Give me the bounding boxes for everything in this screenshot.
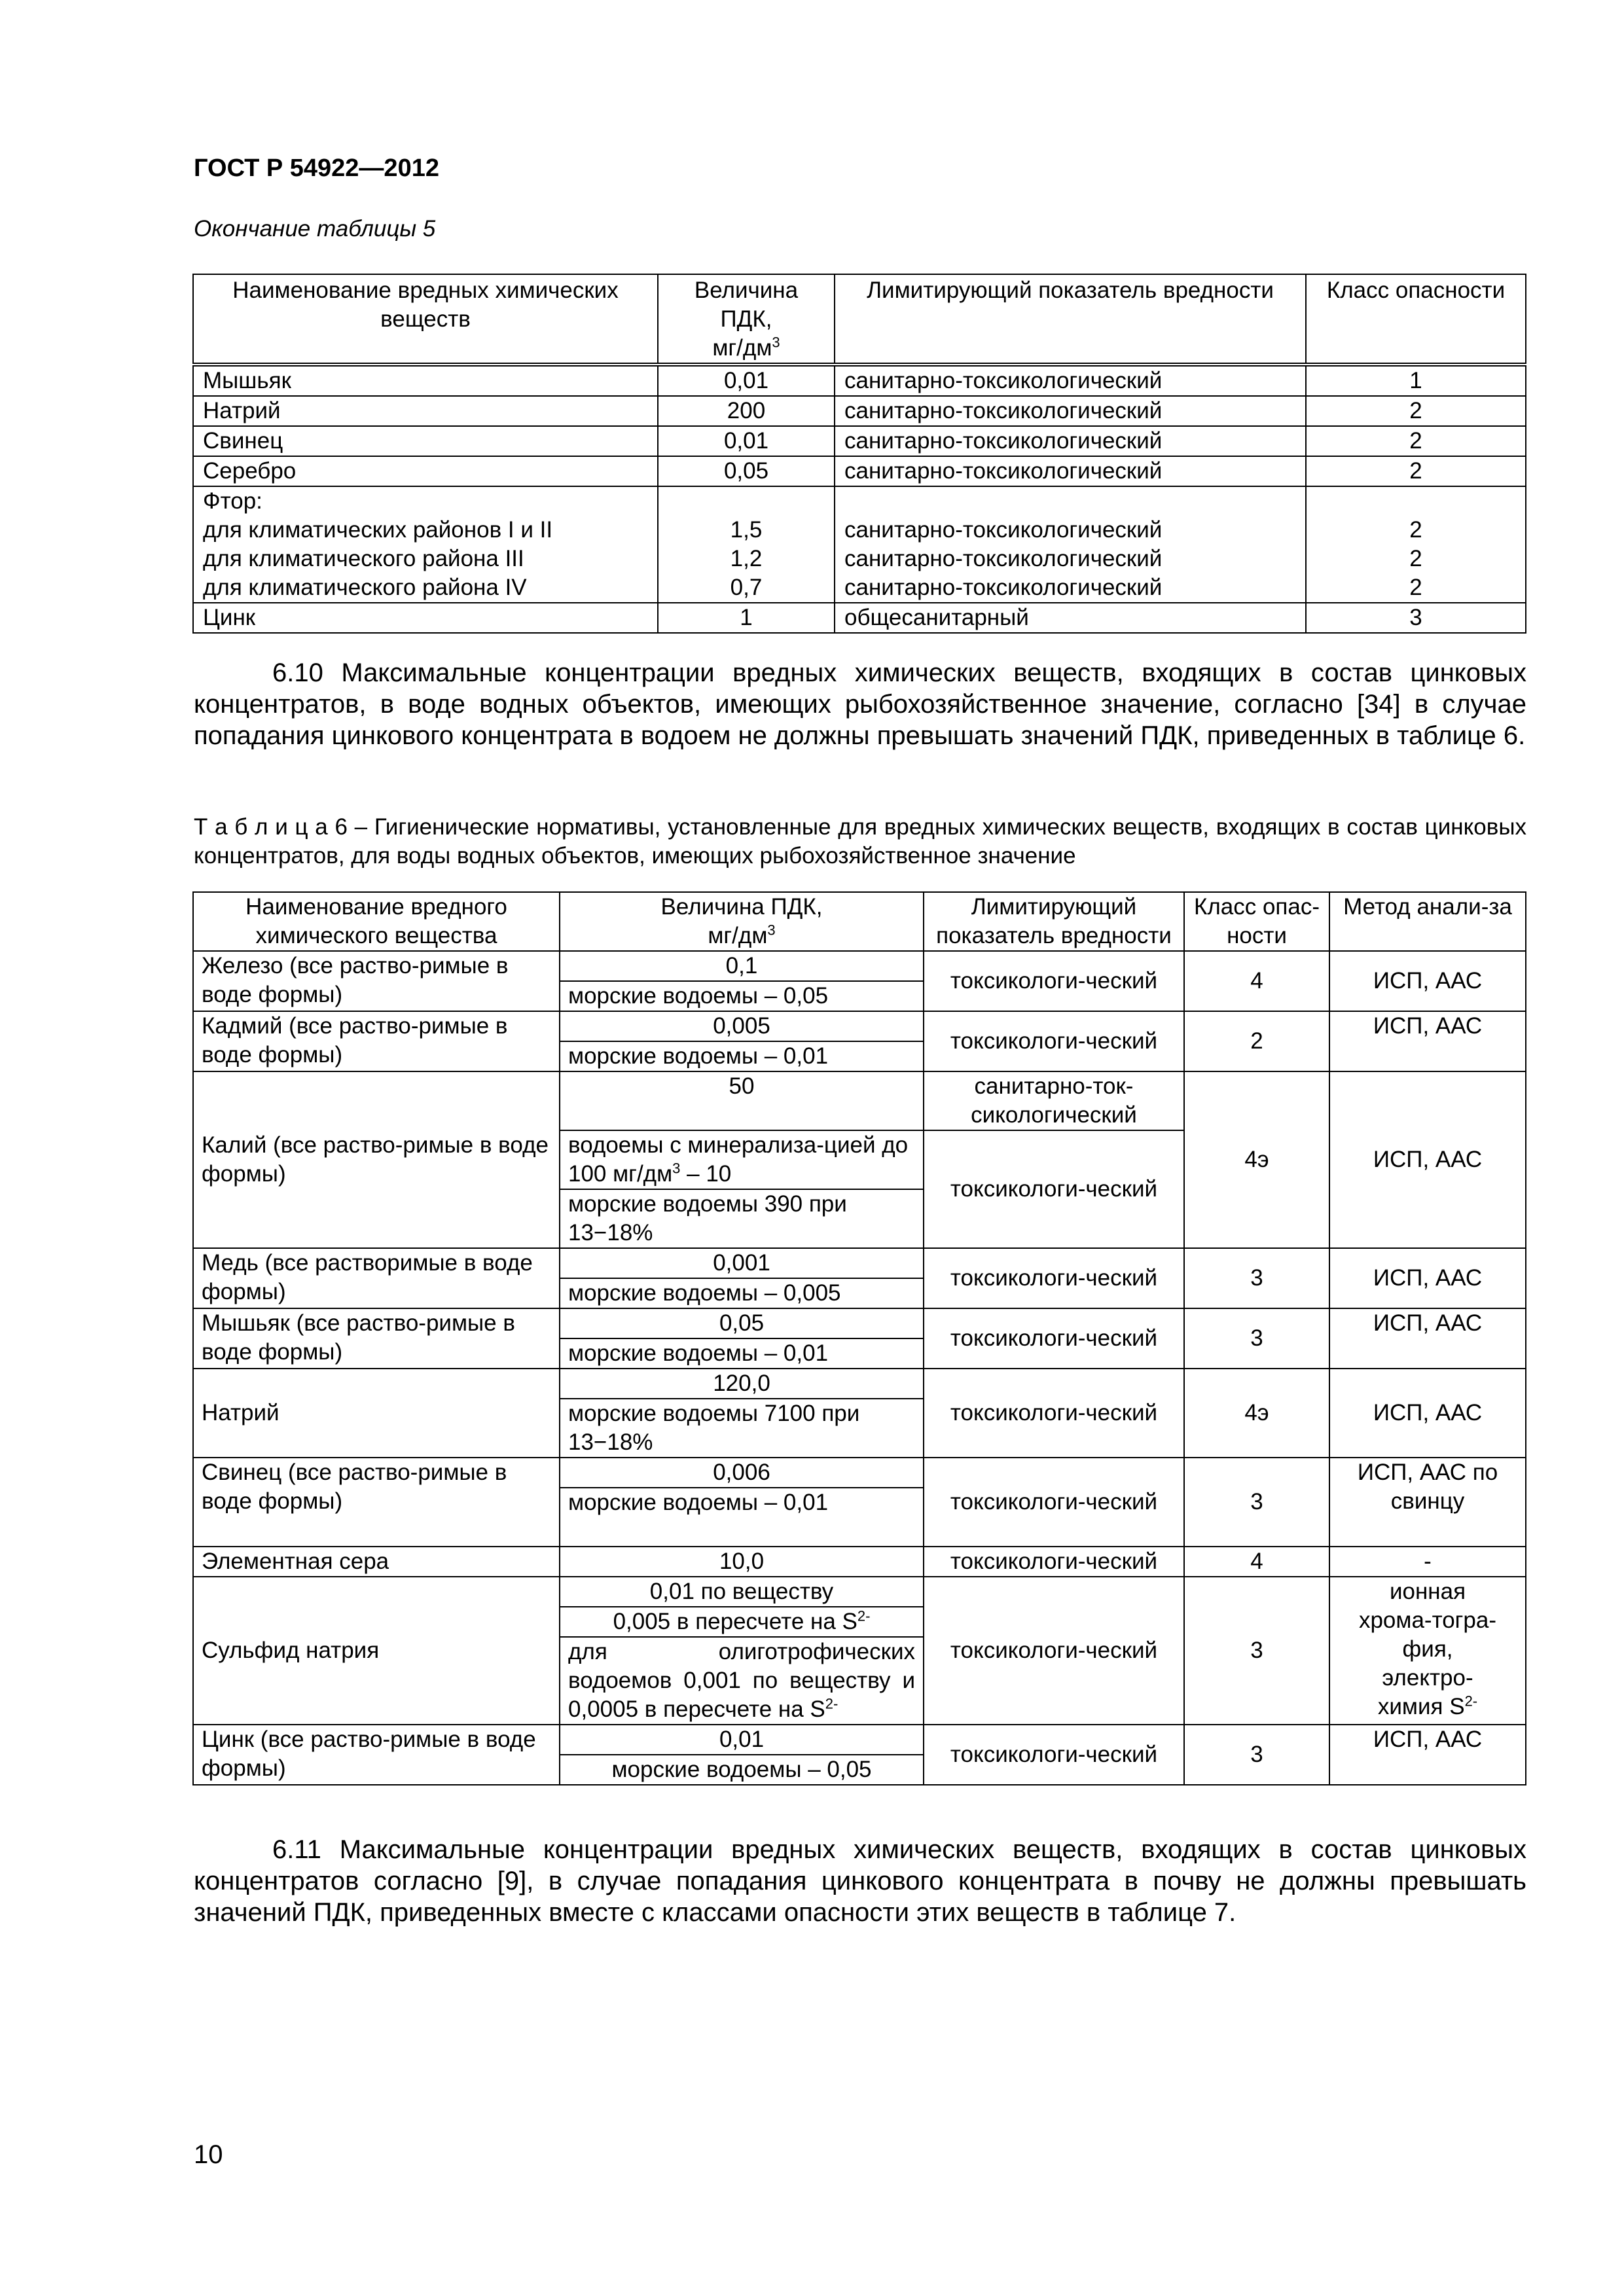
t6-cell-indicator: токсикологи-ческий [924,1547,1184,1577]
t5-cell-class: 2 [1306,456,1526,486]
table-row [193,951,1526,981]
t6-cell-value: морские водоемы – 0,01 [560,1041,924,1071]
paragraph-6-11 [194,1834,1526,1928]
t6-cell-name: Железо (все раство-римые в воде формы) [193,951,560,1011]
t6-cell-value: 0,006 [560,1458,924,1488]
t6-cell-indicator: токсикологи-ческий [924,1308,1184,1369]
t6-cell-method: ИСП, ААС [1329,1725,1526,1785]
t6-cell-value: 0,001 [560,1248,924,1278]
t5-fluor-sub-class: 2 [1409,546,1422,571]
t6-cell-value: 10,0 [560,1547,924,1577]
t5-cell-name: Серебро [193,456,658,486]
t5-fluor-sub-class: 2 [1409,575,1422,600]
t5-cell-value: 0,05 [658,456,835,486]
table-row [193,396,1526,426]
t6-sulfide-v2: 0,005 в пересчете на S [613,1609,857,1634]
t6-cell-method: ИСП, ААС [1329,1369,1526,1458]
document-header: ГОСТ Р 54922—2012 [194,154,439,182]
t6-cell-name: Натрий [193,1369,560,1458]
t6-cell-value: морские водоемы 390 при 13−18% [560,1189,924,1248]
t5-cell-class [1306,486,1526,603]
t6-cell-value: морские водоемы 7100 при 13−18% [560,1399,924,1458]
t5-fluor-sub-value: 1,5 [730,517,763,543]
t6-cell-value: морские водоемы – 0,01 [560,1488,924,1547]
t6-cell-value [560,1607,924,1637]
t6-cell-name: Мышьяк (все раство-римые в воде формы) [193,1308,560,1369]
t5-fluor-title: Фтор: [203,488,262,514]
t5-fluor-sub-name: для климатического района III [203,546,524,571]
table-row [193,1547,1526,1577]
t5-fluor-sub-indicator: санитарно-токсикологический [844,517,1163,543]
t6-cell-name: Кадмий (все раство-римые в воде формы) [193,1011,560,1071]
t6-cell-indicator: токсикологи-ческий [924,1725,1184,1785]
t6-header-value [560,892,924,951]
t6-cell-name: Медь (все растворимые в воде формы) [193,1248,560,1308]
t6-cell-value: 0,1 [560,951,924,981]
t5-cell-indicator: санитарно-токсикологический [835,426,1306,456]
t5-header-value-sup: 3 [772,334,780,351]
t6-cell-indicator: токсикологи-ческий [924,1248,1184,1308]
t6-cell-value [560,1130,924,1189]
t5-cell-name [193,486,658,603]
t6-cell-value: 0,005 [560,1011,924,1041]
t6-cell-name: Свинец (все раство-римые в воде формы) [193,1458,560,1547]
t6-cell-method [1329,1577,1526,1725]
table-5-header-row [193,274,1526,365]
t6-cell-value: 0,05 [560,1308,924,1338]
t6-cell-name: Элементная сера [193,1547,560,1577]
t5-cell-name: Цинк [193,603,658,633]
t6-sulfide-method-text: ионная хрома-тогра-фия, электро-химия S [1358,1579,1497,1719]
t6-sulfide-v2-sup: 2- [857,1607,871,1624]
table-6-header-row [193,892,1526,951]
t5-header-value-label: Величина ПДК, [694,278,799,332]
t6-cell-class: 4э [1184,1071,1329,1248]
t6-cell-indicator: токсикологи-ческий [924,1369,1184,1458]
table-row [193,426,1526,456]
t6-cell-indicator: токсикологи-ческий [924,1011,1184,1071]
t6-cell-method: ИСП, ААС [1329,1071,1526,1248]
t5-fluor-sub-name: для климатических районов I и II [203,517,553,543]
t5-cell-value: 0,01 [658,426,835,456]
t6-cell-class: 4 [1184,1547,1329,1577]
t6-cell-indicator: токсикологи-ческий [924,951,1184,1011]
t6-header-value-unit: мг/дм [708,923,768,948]
table-row [193,1577,1526,1607]
t5-header-class: Класс опасности [1306,274,1526,365]
t6-header-value-sup: 3 [767,922,776,939]
t6-cell-value: морские водоемы – 0,05 [560,981,924,1011]
t5-cell-name: Мышьяк [193,365,658,396]
t6-cell-indicator: токсикологи-ческий [924,1577,1184,1725]
t5-fluor-sub-indicator: санитарно-токсикологический [844,575,1163,600]
t6-cell-method: ИСП, ААС [1329,951,1526,1011]
table-6-caption: Т а б л и ц а 6 – Гигиенические нормативы, установленные для вредных химических веществ, входящих в состав цинковых концентратов, для воды водных объектов, имеющих рыбохозяйственное значение [194,814,1526,869]
t6-cell-class: 2 [1184,1011,1329,1071]
t6-potassium-v2-sup: 3 [672,1160,681,1177]
paragraph-6-10 [194,657,1526,751]
t5-cell-class: 1 [1306,365,1526,396]
t6-cell-class: 3 [1184,1458,1329,1547]
t6-header-indicator: Лимитирующий показатель вредности [924,892,1184,951]
table-row [193,1308,1526,1338]
t5-header-indicator: Лимитирующий показатель вредности [835,274,1306,365]
t5-cell-indicator: санитарно-токсикологический [835,396,1306,426]
t6-potassium-v2a: водоемы с минерализа-цией до 100 мг/дм [568,1132,909,1187]
t5-fluor-sub-name: для климатического района IV [203,575,527,600]
t5-fluor-sub-value: 1,2 [730,546,763,571]
t5-cell-indicator: общесанитарный [835,603,1306,633]
t6-cell-value: 0,01 [560,1725,924,1755]
table-row [193,1369,1526,1399]
t5-cell-class: 3 [1306,603,1526,633]
t6-cell-value: 120,0 [560,1369,924,1399]
t6-sulfide-v3: для олиготрофических водоемов 0,001 по веществу и 0,0005 в пересчете на S [568,1639,915,1722]
t6-cell-class: 3 [1184,1725,1329,1785]
table-row [193,456,1526,486]
t5-cell-class: 2 [1306,426,1526,456]
t5-fluor-sub-value: 0,7 [730,575,763,600]
t6-header-name: Наименование вредного химического вещества [193,892,560,951]
t6-cell-indicator: санитарно-ток-сикологический [924,1071,1184,1130]
t6-cell-indicator: токсикологи-ческий [924,1130,1184,1248]
t5-header-value-unit: мг/дм [712,335,772,361]
t6-cell-value: 50 [560,1071,924,1130]
t6-cell-class: 3 [1184,1308,1329,1369]
table-5 [192,274,1526,634]
t5-cell-indicator: санитарно-токсикологический [835,456,1306,486]
t6-cell-name: Калий (все раство-римые в воде формы) [193,1071,560,1248]
t6-cell-class: 3 [1184,1577,1329,1725]
t5-cell-value: 200 [658,396,835,426]
t6-cell-value: морские водоемы – 0,05 [560,1755,924,1785]
t5-cell-name: Натрий [193,396,658,426]
t5-cell-indicator: санитарно-токсикологический [835,365,1306,396]
t5-header-value [658,274,835,365]
t5-cell-class: 2 [1306,396,1526,426]
t6-header-value-label: Величина ПДК, [660,894,823,920]
table-row [193,365,1526,396]
t6-cell-method: ИСП, ААС по свинцу [1329,1458,1526,1547]
t6-cell-value: морские водоемы – 0,01 [560,1338,924,1369]
t6-cell-value: морские водоемы – 0,005 [560,1278,924,1308]
t5-header-name: Наименование вредных химических веществ [193,274,658,365]
t5-cell-indicator [835,486,1306,603]
table-6 [192,891,1526,1785]
t6-cell-name: Цинк (все раство-римые в воде формы) [193,1725,560,1785]
table-row [193,1071,1526,1130]
t6-sulfide-v3-sup: 2- [825,1695,839,1712]
t6-potassium-v2b: – 10 [680,1161,732,1187]
table-row [193,1011,1526,1041]
t5-fluor-sub-indicator: санитарно-токсикологический [844,546,1163,571]
t6-cell-class: 4 [1184,951,1329,1011]
t6-sulfide-method-sup: 2- [1464,1693,1478,1710]
t6-header-class: Класс опас-ности [1184,892,1329,951]
t6-cell-value [560,1637,924,1725]
t5-fluor-sub-class: 2 [1409,517,1422,543]
t6-cell-method: ИСП, ААС [1329,1011,1526,1071]
t6-cell-method: - [1329,1547,1526,1577]
table-5-caption: Окончание таблицы 5 [194,216,436,242]
table-row [193,1248,1526,1278]
t5-cell-value: 1 [658,603,835,633]
t6-cell-name: Сульфид натрия [193,1577,560,1725]
page-number: 10 [194,2140,223,2169]
t5-cell-value: 0,01 [658,365,835,396]
paragraph-6-10-text: 6.10 Максимальные концентрации вредных химических веществ, входящих в состав цинковых концентратов, в воде водных объектов, имеющих рыбохозяйственное значение, согласно [34] в случае попадания цинкового концентрата в водоем не должны превышать значений ПДК, приведенных в таблице 6. [194,658,1526,750]
t6-header-method: Метод анали-за [1329,892,1526,951]
t6-cell-value: 0,01 по веществу [560,1577,924,1607]
t6-cell-indicator: токсикологи-ческий [924,1458,1184,1547]
t6-cell-method: ИСП, ААС [1329,1308,1526,1369]
table-row [193,603,1526,633]
t6-cell-class: 3 [1184,1248,1329,1308]
t5-cell-value [658,486,835,603]
t5-cell-name: Свинец [193,426,658,456]
table-row [193,1725,1526,1755]
t6-cell-class: 4э [1184,1369,1329,1458]
table-row-fluor [193,486,1526,603]
paragraph-6-11-text: 6.11 Максимальные концентрации вредных химических веществ, входящих в состав цинковых концентратов согласно [9], в случае попадания цинкового концентрата в почву не должны превышать значений ПДК, приведенных вместе с классами опасности этих веществ в таблице 7. [194,1835,1526,1927]
table-row [193,1458,1526,1488]
t6-cell-method: ИСП, ААС [1329,1248,1526,1308]
